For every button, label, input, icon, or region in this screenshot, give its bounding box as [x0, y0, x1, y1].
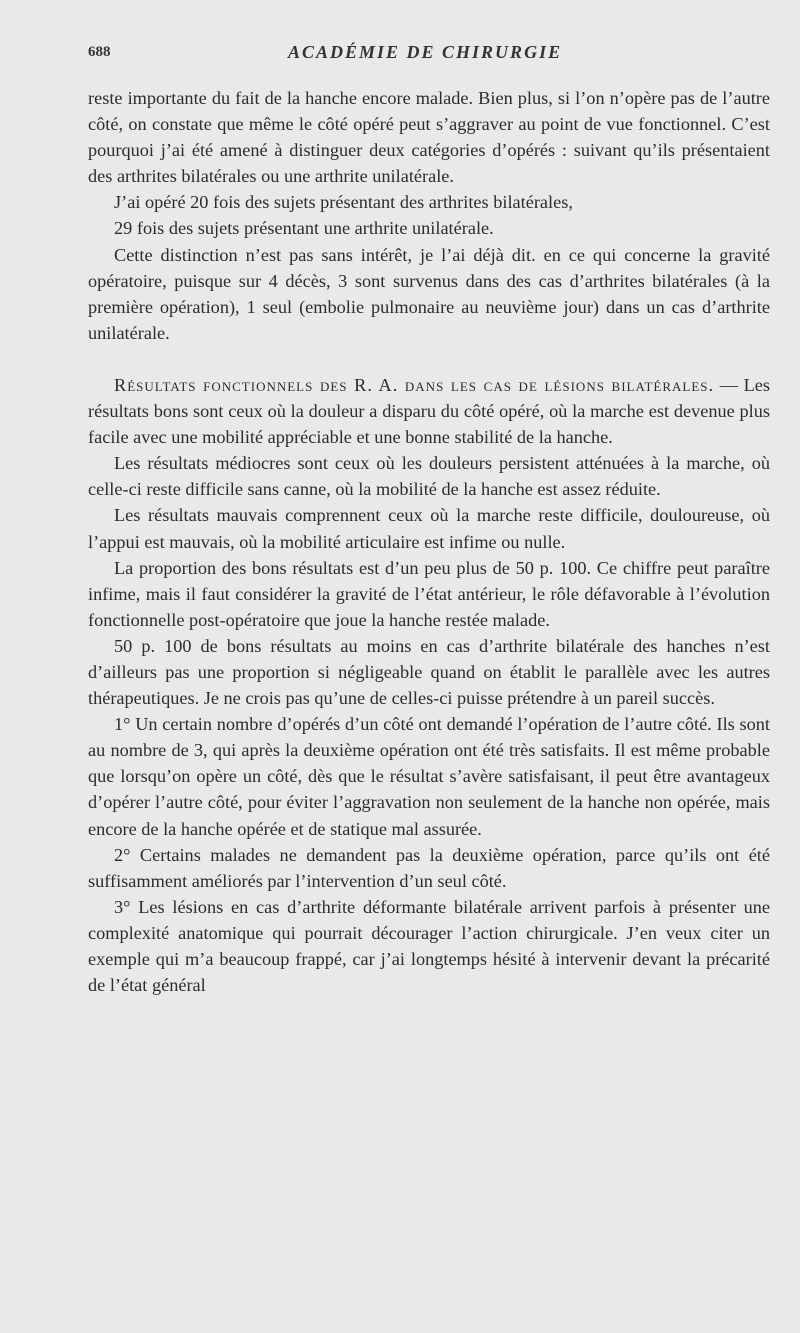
paragraph: Cette distinction n’est pas sans intérêt, je l’ai déjà dit. en ce qui concerne la gravité opératoire, puisque sur 4 décès, 3 sont survenus dans des cas d’arthrites bilatérales (à la première opération), 1 seul (embolie pulmonaire au neuvième jour) dans un cas d’arthrite unilatérale. — [88, 244, 770, 343]
paragraph: Les résultats médiocres sont ceux où les douleurs persistent atténuées à la marche, où celle-ci reste difficile sans canne, où la mobilité de la hanche est assez réduite. — [88, 453, 770, 500]
paragraph: 1° Un certain nombre d’opérés d’un côté ont demandé l’opération de l’autre côté. Ils sont au nombre de 3, qui après la deuxième opération ont été très satisfaits. Il est même probable que lorsqu’on opère un côté, dès que le résultat s’avère satisfaisant, il peut être avantageux d’opérer l’autre côté, pour éviter l’aggravation non seulement de la hanche non opérée, mais encore de la hanche opérée et de statique mal assurée. — [88, 714, 770, 839]
section-text: — Les résultats bons sont ceux où la douleur a disparu du côté opéré, où la marche est devenue plus facile avec une mobilité appréciable et une bonne stabilité de la hanche. — [88, 374, 770, 448]
paragraph: 2° Certains malades ne demandent pas la deuxième opération, parce qu’ils ont été suffisamment améliorés par l’intervention d’un seul côté. — [88, 844, 770, 891]
paragraph: Les résultats mauvais comprennent ceux où la marche reste difficile, douloureuse, où l’appui est mauvais, où la mobilité articulaire est infime ou nulle. — [88, 505, 770, 552]
page-header — [88, 44, 768, 70]
paragraph: 50 p. 100 de bons résultats au moins en cas d’arthrite bilatérale des hanches n’est d’ailleurs pas une proportion si négligeable quand on établit le parallèle avec les autres thérapeutiques. Je ne crois pas qu’une de celles-ci puisse prétendre à un pareil succès. — [88, 635, 770, 709]
section-paragraph — [88, 372, 770, 450]
section-heading: Résultats fonctionnels des R. A. dans les cas de lésions bilatérales. — [114, 374, 715, 395]
page-number: 688 — [88, 44, 111, 60]
paragraph: La proportion des bons résultats est d’un peu plus de 50 p. 100. Ce chiffre peut paraître infime, mais il faut considérer la gravité de l’état antérieur, le rôle défavorable à l’évolution fonctionnelle post-opératoire que joue la hanche restée malade. — [88, 557, 770, 630]
paragraph: 3° Les lésions en cas d’arthrite déformante bilatérale arrivent parfois à présenter une complexité anatomique qui pourrait décourager l’action chirurgicale. J’en veux citer un exemple qui m’a beaucoup frappé, car j’ai longtemps hésité à intervenir devant la précarité de l’état général — [88, 896, 770, 996]
body-text — [88, 85, 770, 998]
running-title: ACADÉMIE DE CHIRURGIE — [288, 42, 563, 62]
paragraph: reste importante du fait de la hanche encore malade. Bien plus, si l’on n’opère pas de l’autre côté, on constate que même le côté opéré peut s’aggraver au point de vue fonctionnel. C’est pourquoi j’ai été amené à distinguer deux catégories d’opérés : suivant qu’ils présentaient des arthrites bilatérales ou une arthrite unilatérale. — [88, 88, 770, 187]
paragraph: J’ai opéré 20 fois des sujets présentant des arthrites bilatérales, — [114, 192, 573, 213]
paragraph: 29 fois des sujets présentant une arthrite unilatérale. — [114, 218, 494, 239]
